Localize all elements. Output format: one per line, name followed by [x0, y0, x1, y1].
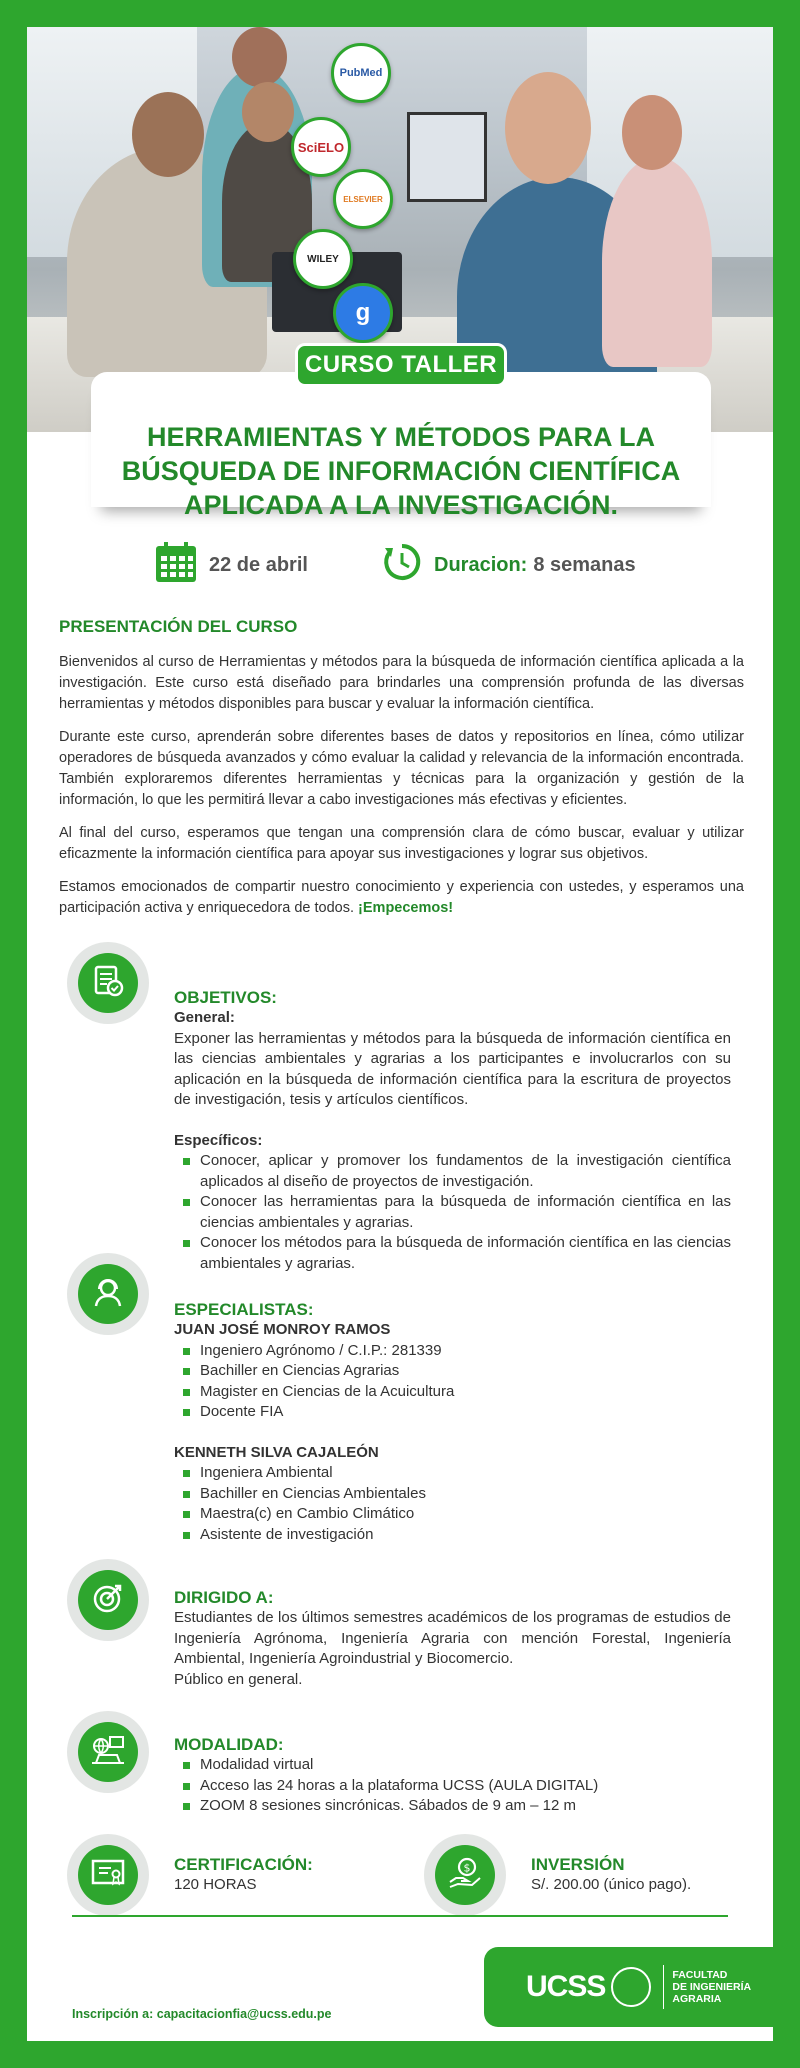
presentation-heading: PRESENTACIÓN DEL CURSO — [59, 617, 298, 636]
pubmed-logo: PubMed — [331, 43, 391, 103]
list-item: Bachiller en Ciencias Agrarias — [200, 1361, 731, 1382]
course-date: 22 de abril — [209, 553, 308, 576]
clock-icon — [382, 542, 422, 588]
checklist-icon — [91, 964, 125, 1003]
audience-icon-circle — [67, 1559, 149, 1641]
modality-list — [174, 1755, 731, 1817]
course-meta — [27, 542, 773, 592]
list-item: ZOOM 8 sesiones sincrónicas. Sábados de 9 am – 12 m — [200, 1796, 731, 1817]
list-item: Docente FIA — [200, 1402, 731, 1423]
list-item: Magister en Ciencias de la Acuicultura — [200, 1382, 731, 1403]
footer-divider — [72, 1915, 728, 1917]
list-item: Ingeniera Ambiental — [200, 1463, 731, 1484]
specialist-credentials — [174, 1341, 731, 1423]
duration-value: 8 semanas — [533, 553, 636, 576]
list-item: Conocer los métodos para la búsqueda de información científica en las ciencias ambientales y agrarias. — [200, 1233, 731, 1274]
audience-text: Estudiantes de los últimos semestres académicos de los programas de estudios de Ingeniería Agrónoma, Ingeniería Agraria con mención Forestal, Ingeniería Ambiental, Ingeniería Agroindustrial y Biocomercio. — [174, 1609, 731, 1667]
specialist-name: JUAN JOSÉ MONROY RAMOS — [174, 1321, 391, 1338]
money-hand-icon — [448, 1856, 482, 1895]
list-item: Conocer las herramientas para la búsqueda de información científica en las ciencias ambientales y agrarias. — [200, 1192, 731, 1233]
general-label: General: — [174, 1009, 235, 1026]
google-scholar-logo: g — [333, 283, 393, 343]
list-item: Asistente de investigación — [200, 1525, 731, 1546]
scielo-logo: SciELO — [291, 117, 351, 177]
intro-paragraph: Durante este curso, aprenderán sobre diferentes bases de datos y repositorios en línea, cómo utilizar operadores de búsqueda avanzados y cómo evaluar la calidad y relevancia de la información encontrada. También exploraremos diferentes herramientas y técnicas para la organización y gestión de la información, lo que les permitirá llevar a cabo investigaciones más efectivas y eficientes. — [59, 729, 744, 808]
database-logos — [297, 43, 397, 343]
certification-icon-circle — [67, 1834, 149, 1916]
target-icon — [91, 1581, 125, 1620]
virtual-class-icon — [90, 1733, 126, 1772]
intro-paragraph: Estamos emocionados de compartir nuestro conocimiento y experiencia con ustedes, y esperamos una participación activa y enriquecedora de todos. ¡Empecemos! — [59, 879, 744, 916]
ucss-brand-block — [484, 1947, 773, 2027]
course-title: HERRAMIENTAS Y MÉTODOS PARA LA BÚSQUEDA DE INFORMACIÓN CIENTÍFICA APLICADA A LA INVESTIGACIÓN. — [121, 422, 681, 520]
duration-label: Duracion: — [434, 553, 528, 576]
flyer — [27, 27, 773, 2041]
intro-paragraph: Al final del curso, esperamos que tengan una comprensión clara de cómo buscar, evaluar y utilizar eficazmente la información científica para apoyar sus investigaciones y lograr sus objetivos. — [59, 825, 744, 862]
audience-heading: DIRIGIDO A: — [174, 1588, 274, 1607]
svg-text:$: $ — [463, 1861, 471, 1874]
list-item: Bachiller en Ciencias Ambientales — [200, 1484, 731, 1505]
modality-heading: MODALIDAD: — [174, 1735, 284, 1754]
university-seal-icon — [611, 1967, 651, 2007]
list-item: Modalidad virtual — [200, 1755, 731, 1776]
specialist-name: KENNETH SILVA CAJALEÓN — [174, 1443, 379, 1461]
date-item — [155, 542, 308, 588]
calendar-icon — [155, 541, 197, 589]
specialists-icon-circle — [67, 1253, 149, 1335]
specialist-headset-icon — [91, 1275, 125, 1314]
intro-paragraph: Bienvenidos al curso de Herramientas y métodos para la búsqueda de información científica aplicada a la investigación. Este curso está diseñado para brindarles una comprensión profunda de las diversas herramientas y métodos disponibles para buscar y evaluar la información científica. — [59, 654, 744, 712]
investment-heading: INVERSIÓN — [531, 1855, 625, 1874]
registration-email: Inscripción a: capacitacionfia@ucss.edu.pe — [72, 2007, 332, 2021]
specialist-credentials — [174, 1463, 731, 1545]
title-card — [91, 372, 711, 520]
list-item: Maestra(c) en Cambio Climático — [200, 1504, 731, 1525]
general-objective: Exponer las herramientas y métodos para la búsqueda de información científica en las ciencias ambientales y agrarias a los participantes e involucrarlos con su aplicación en la búsqueda de información científica para la escritura de proyectos de investigación, tesis y artículos científicos. — [174, 1029, 731, 1108]
certificate-icon — [91, 1858, 125, 1893]
list-item: Ingeniero Agrónomo / C.I.P.: 281339 — [200, 1341, 731, 1362]
elsevier-logo: ELSEVIER — [333, 169, 393, 229]
specific-label: Específicos: — [174, 1131, 263, 1149]
objectives-heading: OBJETIVOS: — [174, 988, 277, 1007]
modality-icon-circle — [67, 1711, 149, 1793]
investment-price: S/. 200.00 (único pago). — [531, 1876, 692, 1893]
presentation-text — [59, 652, 744, 931]
list-item: Conocer, aplicar y promover los fundamentos de la investigación científica aplicados al diseño de proyectos de investigación. — [200, 1151, 731, 1192]
objectives-icon-circle — [67, 942, 149, 1024]
specialists-heading: ESPECIALISTAS: — [174, 1300, 314, 1319]
audience-text-general: Público en general. — [174, 1670, 303, 1688]
list-item: Acceso las 24 horas a la plataforma UCSS (AULA DIGITAL) — [200, 1776, 731, 1797]
certification-hours: 120 HORAS — [174, 1876, 257, 1893]
wiley-logo: WILEY — [293, 229, 353, 289]
call-to-action: ¡Empecemos! — [358, 900, 454, 916]
duration-item — [382, 542, 636, 588]
faculty-name: FACULTAD DE INGENIERÍA AGRARIA — [672, 1969, 752, 2005]
certification-heading: CERTIFICACIÓN: — [174, 1855, 313, 1874]
specific-objectives — [174, 1151, 731, 1274]
course-type-badge: CURSO TALLER — [295, 343, 507, 387]
ucss-logo: UCSS — [526, 1970, 606, 2003]
investment-icon-circle — [424, 1834, 506, 1916]
